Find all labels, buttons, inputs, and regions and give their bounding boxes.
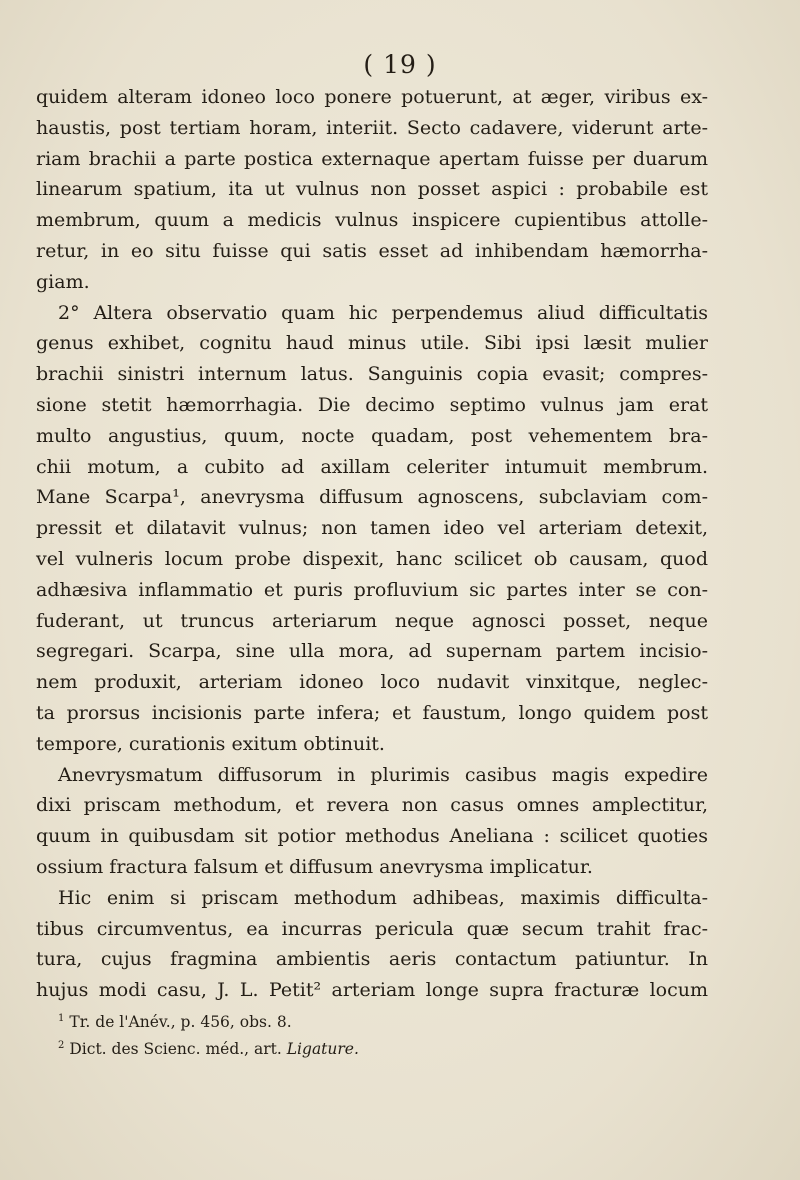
text-line: sione stetit hæmorrhagia. Die decimo septimo vulnus jam erat bbox=[36, 393, 708, 416]
text-line: Mane Scarpa¹, anevrysma diffusum agnoscens, subclaviam com- bbox=[36, 486, 708, 509]
page-number: ( 19 ) bbox=[363, 50, 437, 79]
text-line: riam brachii a parte postica externaque apertam fuisse per duarum bbox=[36, 147, 708, 170]
text-line: 2° Altera observatio quam hic perpendemus aliud difficultatis bbox=[58, 301, 708, 324]
text-line: quidem alteram idoneo loco ponere potuerunt, at æger, viribus ex- bbox=[36, 86, 708, 108]
text-line: chii motum, a cubito ad axillam celeriter intumuit membrum. bbox=[36, 455, 708, 478]
text-line: tibus circumventus, ea incurras pericula quæ secum trahit frac- bbox=[36, 917, 708, 940]
text-line: Anevrysmatum diffusorum in plurimis casibus magis expedire bbox=[58, 763, 708, 786]
footnote-text: Tr. de l'Anév., p. 456, obs. 8. bbox=[69, 1013, 292, 1032]
footnote bbox=[58, 1005, 698, 1032]
text-line: nem produxit, arteriam idoneo loco nudavit vinxitque, neglec- bbox=[36, 671, 708, 694]
footnote bbox=[58, 1032, 698, 1059]
text-line: hujus modi casu, J. L. Petit² arteriam longe supra fracturæ locum bbox=[36, 979, 708, 1002]
text-line: ossium fractura falsum et diffusum anevrysma implicatur. bbox=[36, 855, 593, 878]
text-line: pressit et dilatavit vulnus; non tamen ideo vel arteriam detexit, bbox=[36, 517, 708, 540]
footnote-italic-text: Ligature. bbox=[286, 1040, 359, 1059]
text-line: tempore, curationis exitum obtinuit. bbox=[36, 732, 385, 755]
text-line: tura, cujus fragmina ambientis aeris contactum patiuntur. In bbox=[36, 948, 708, 971]
text-line: genus exhibet, cognitu haud minus utile. Sibi ipsi læsit mulier bbox=[36, 332, 708, 355]
text-line: haustis, post tertiam horam, interiit. Secto cadavere, viderunt arte- bbox=[36, 116, 708, 139]
footnotes bbox=[58, 1005, 698, 1059]
text-line: dixi priscam methodum, et revera non casus omnes amplectitur, bbox=[36, 794, 708, 817]
text-line: quum in quibusdam sit potior methodus Aneliana : scilicet quoties bbox=[36, 825, 708, 848]
text-line: fuderant, ut truncus arteriarum neque agnosci posset, neque bbox=[36, 609, 708, 632]
body-text bbox=[36, 82, 708, 1006]
text-line: ta prorsus incisionis parte infera; et faustum, longo quidem post bbox=[36, 701, 708, 724]
text-line: multo angustius, quum, nocte quadam, post vehementem bra- bbox=[36, 424, 708, 447]
text-line: brachii sinistri internum latus. Sanguinis copia evasit; compres- bbox=[36, 363, 708, 386]
text-line: Hic enim si priscam methodum adhibeas, maximis difficulta- bbox=[58, 886, 708, 909]
footnote-mark: 1 bbox=[58, 1013, 65, 1024]
text-line: vel vulneris locum probe dispexit, hanc scilicet ob causam, quod bbox=[36, 547, 708, 570]
footnote-text: Dict. des Scienc. méd., art. bbox=[69, 1040, 287, 1059]
text-line: linearum spatium, ita ut vulnus non posset aspici : probabile est bbox=[36, 178, 708, 201]
text-line: retur, in eo situ fuisse qui satis esset ad inhibendam hæmorrha- bbox=[36, 239, 708, 262]
text-line: giam. bbox=[36, 270, 90, 293]
text-line: membrum, quum a medicis vulnus inspicere cupientibus attolle- bbox=[36, 209, 708, 232]
footnote-mark: 2 bbox=[58, 1040, 65, 1051]
text-line: adhæsiva inflammatio et puris profluvium sic partes inter se con- bbox=[36, 578, 708, 601]
text-line: segregari. Scarpa, sine ulla mora, ad supernam partem incisio- bbox=[36, 640, 708, 663]
